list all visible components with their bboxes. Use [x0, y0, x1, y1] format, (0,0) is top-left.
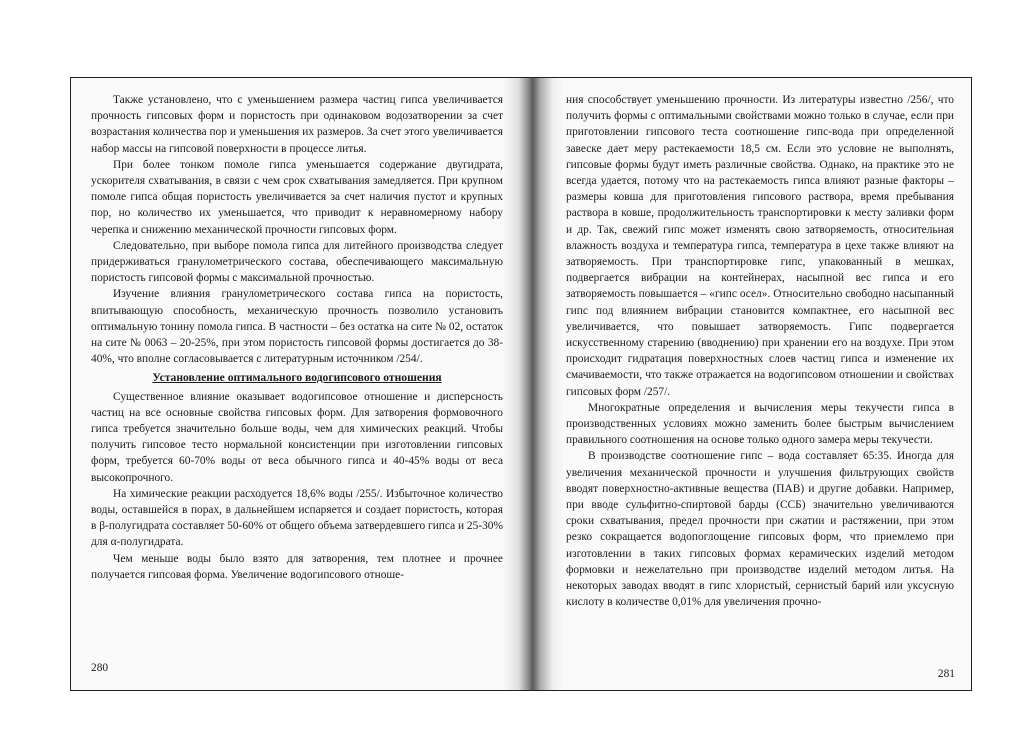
- left-paragraph-4: Изучение влияния гранулометрического состава гипса на пористость, впитывающую способность, механическую прочность позволило установить оптимальную тонину помола гипса. В частности – без остатка на сите № 02, остаток на сите № 0063 – 20-25%, при этом пористость гипсовой формы достигается до 38-40%, что вполне согласовывается с литературным источником /254/.: [91, 288, 503, 366]
- section-heading: Установление оптимального водогипсового отношения: [152, 371, 442, 385]
- left-paragraph-5: Существенное влияние оказывает водогипсовое отношение и дисперсность частиц на все основные свойства гипсовых форм. Для затворения формовочного гипса требуется значительно больше воды, чем для химических реакций. Чтобы получить гипсовое тесто нормальной консистенции при изготовлении гипсовых форм, требуется 60-70% воды от веса обычного гипса и 40-45% воды от веса высокопрочного.: [91, 390, 503, 484]
- left-page: [91, 92, 503, 583]
- book-gutter-shadow: [503, 78, 565, 690]
- left-paragraph-2: При более тонком помоле гипса уменьшается содержание двугидрата, ускорителя схватывания, в связи с чем срок схватывания замедляется. При крупном помоле гипса общая пористость увеличивается за счет наличия пустот и крупных пор, но количество их уменьшается, что приводит к неравномерному набору черепка и снижению механической прочности гипсовых форм.: [91, 158, 503, 236]
- right-paragraph-1: ния способствует уменьшению прочности. Из литературы известно /256/, что получить формы с оптимальными свойствами можно только в случае, если при приготовлении гипсового теста соотношение гипс-вода при определенной завеске дает меру растекаемости 18,5 см. Если это условие не выполнять, гипсовые формы будут иметь различные свойства. Однако, на практике это не всегда удается, потому что на растекаемость гипса влияют разные факторы – размеры ковша для приготовления гипсового раствора, время пребывания раствора в ковше, продолжительность транспортировки к месту заливки форм и др. Так, свежий гипс может изменять свою затворяемость, относительная влажность воздуха и температура гипса, температура в цехе также влияют на затворяемость. При транспортировке гипс, упакованный в мешках, подвергается вибрации на контейнерах, насыпной вес гипса и его затворяемость повышается – «гипс осел». Относительно свободно насыпанный гипс под влиянием вибрации становится компактнее, его насыпной вес увеличивается, что повышает затворяемость. Гипс подвергается искусственному старению (вводнению) при хранении его на воздухе. При этом происходит гидратация поверхностных слоев частиц гипса и изменение их смачиваемости, что также отражается на водогипсовом отношении и свойствах гипсовых форм /257/.: [566, 94, 954, 398]
- right-page: [566, 92, 954, 611]
- page-number-left: 280: [91, 662, 109, 674]
- left-paragraph-3: Следовательно, при выборе помола гипса для литейного производства следует придерживаться гранулометрического состава, обеспечивающего максимальную пористость гипсовой формы с максимальной прочностью.: [91, 239, 503, 285]
- book-spread: [70, 77, 972, 691]
- left-paragraph-1: Также установлено, что с уменьшением размера частиц гипса увеличивается прочность гипсовых форм и пористость при одинаковом водозатворении за счет возрастания количества пор и уменьшения их размеров. За счет этого увеличивается набор массы на гипсовой поверхности в процессе литья.: [91, 94, 503, 155]
- left-paragraph-6: На химические реакции расходуется 18,6% воды /255/. Избыточное количество воды, оставшейся в порах, в дальнейшем испаряется и создает пористость, которая в β-полугидрата составляет 50-60% от общего объема затвердевшего гипса и 25-30% для α-полугидрата.: [91, 487, 503, 549]
- page-number-right: 281: [937, 668, 955, 680]
- left-paragraph-7: Чем меньше воды было взято для затворения, тем плотнее и прочнее получается гипсовая форма. Увеличение водогипсового отноше-: [91, 552, 503, 581]
- right-paragraph-2: Многократные определения и вычисления меры текучести гипса в производственных условиях можно заменить более быстрым вычислением правильного соотношения на основе только одного замера меры текучести.: [566, 401, 954, 447]
- right-paragraph-3: В производстве соотношение гипс – вода составляет 65:35. Иногда для увеличения механической прочности и улучшения фильтрующих свойств вводят поверхностно-активные вещества (ПАВ) и другие добавки. Например, при вводе сульфитно-спиртовой барды (ССБ) значительно увеличиваются сроки схватывания, предел прочности при сжатии и растяжении, при этом резко сокращается водопоглощение гипсовых форм, что приемлемо при изготовлении в таких гипсовых формах керамических изделий методом формовки и нежелательно при производстве изделий методом литья. На некоторых заводах вводят в гипс хлористый, сернистый барий или уксусную кислоту в количестве 0,01% для увеличения прочно-: [566, 450, 954, 609]
